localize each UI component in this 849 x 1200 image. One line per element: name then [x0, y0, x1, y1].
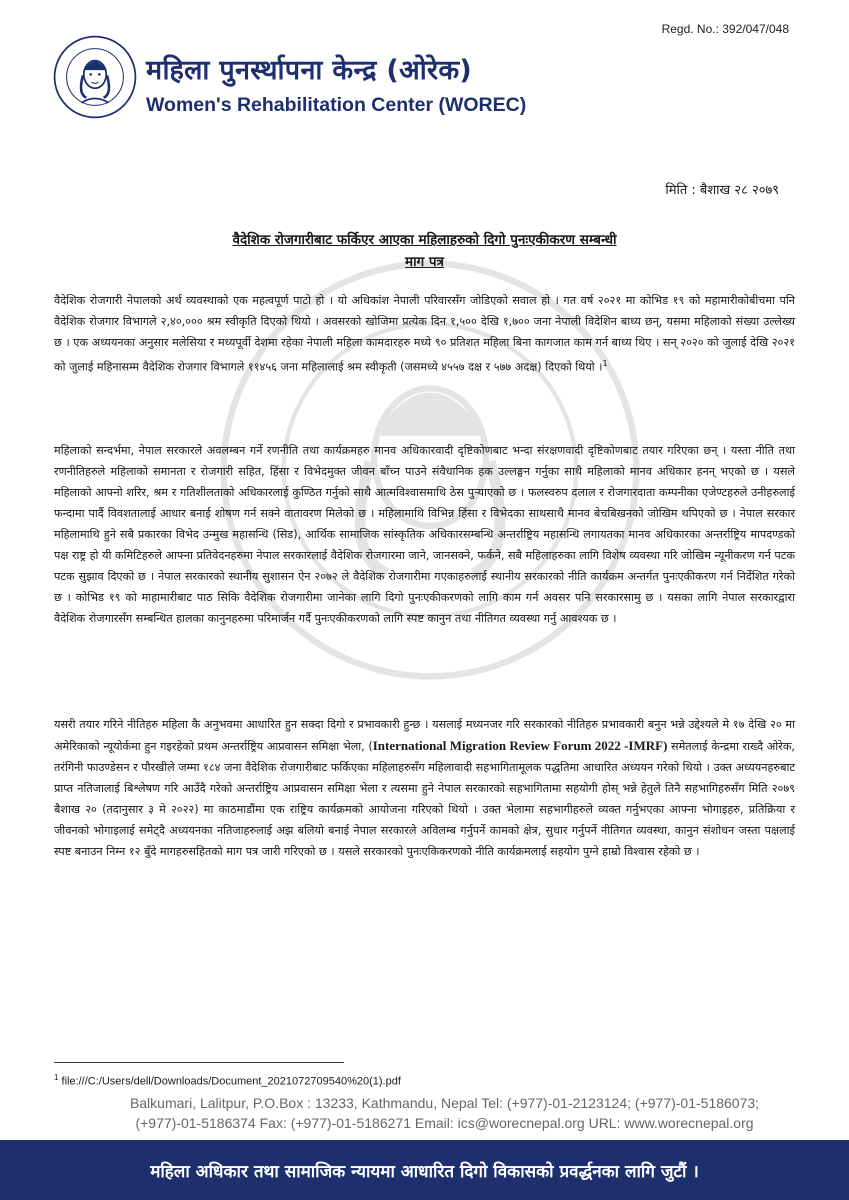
footnote-ref: 1	[602, 359, 608, 368]
org-name-nepali: महिला पुनर्स्थापना केन्द्र (ओरेक)	[146, 55, 473, 86]
footer-address-line-2: (+977)-01-5186374 Fax: (+977)-01-5186271 Email: ics@worecnepal.org URL: www.worecnepal.org	[135, 1115, 754, 1131]
regd-number: Regd. No.: 392/047/048	[661, 22, 789, 36]
paragraph-3-text-a: यसरी तयार गरिने नीतिहरु महिला कै अनुभवमा आधारित हुन सक्दा दिगो र प्रभावकारी हुन्छ । यसलाई मध्यनजर गरि सरकारको नीतिहरु प्रभावकारी बनुन भन्ने उद्देश्यले मे १७ देखि २० मा अमेरिकाको न्यूयोर्कमा हुन गइरहेको प्रथम अन्तर्राष्ट्रिय आप्रवासन समिक्षा भेला, (	[54, 718, 795, 753]
org-name-english: Women's Rehabilitation Center (WOREC)	[146, 94, 527, 116]
document-title: वैदेशिक रोजगारीबाट फर्किएर आएका महिलाहरुको दिगो पुनःएकीकरण सम्बन्धी	[232, 232, 617, 248]
paragraph-2: महिलाको सन्दर्भमा, नेपाल सरकारले अवलम्बन गर्ने रणनीति तथा कार्यक्रमहरु मानव अधिकारवादी दृष्टिकोणबाट भन्दा संरक्षणवादी दृष्टिकोणबाट तयार गरिएका छन् । यस्ता नीति तथा रणनीतिहरुले महिलाको समानता र रोजगारी सहित, हिंसा र विभेदमुक्त जीवन बाँच्न पाउने संवैधानिक हक उल्लङ्घन गर्नुका साथै महिलाको मानव अधिकार हनन् भएको छ । यसले महिलाको आफ्नो शरिर, श्रम र गतिशीलताको अधिकारलाई कुण्ठित गर्नुको साथै आत्मविश्वासमाथि ठेस पुर्‍याएको छ । फलस्वरुप दलाल र रोजगारदाता कम्पनीका एजेण्टहरुले उनीहरुलाई फन्दामा पार्दै विवशतालाई आधार बनाई शोषण गर्न सक्ने वातावरण मिलेको छ । महिलामाथि विभिन्न हिंसा र विभेदका साथसाथै मानव बेचबिखनको जोखिम थपिएको छ । नेपाल सरकार महिलामाथि हुने सबै प्रकारका विभेद उन्मुख महासन्धि (सिड), आर्थिक सामाजिक सांस्कृतिक अधिकारसम्बन्धि अन्तर्राष्ट्रिय महासन्धि लगायतका मानव अधिकारका अन्तर्राष्ट्रिय मापदण्डको पक्ष राष्ट्र हो यी कमिटिहरुले आफ्ना प्रतिवेदनहरुमा नेपाल सरकारलाई वैदेशिक रोजगारमा जाने, जानसक्ने, फर्कने, सबै महिलाहरुका लागि विशेष व्यवस्था गरि जोखिम न्यूनीकरण गर्न पटक पटक सुझाव दिएको छ । नेपाल सरकारको स्थानीय सुशासन ऐन २०७२ ले वैदेशिक रोजगारीमा गएकाहरुलाई स्थानीय सरकारको नीति कार्यक्रम अन्तर्गत पुनःएकीकरण गर्न निर्देशित गरेको छ । कोभिड १९ को माहामारीबाट पाठ सिकि वैदेशिक रोजगारीमा जानेका लागि दिगो पुनःएकीकरणको लागि काम गर्न अवसर पनि सरकारसामु छ । यसका लागि नेपाल सरकारद्वारा वैदेशिक रोजगारसँग सम्बन्धित हालका कानुनहरुमा परिमार्जन गर्दै पुनःएकीकरणको लागि स्पष्ट कानुन तथा नीतिगत व्यवस्था गर्नु आवश्यक छ ।	[54, 444, 795, 625]
document-subtitle: माग पत्र	[405, 254, 444, 270]
paragraph-1-text: वैदेशिक रोजगारी नेपालको अर्थ व्यवस्थाको एक महत्वपूर्ण पाटो हो । यो अधिकांश नेपाली परिवारसँग जोडिएको सवाल हो । गत वर्ष २०२१ मा कोभिड १९ को महामारीकोबीचमा पनि वैदेशिक रोजगार विभागले २,४०,००० श्रम स्वीकृति दिएको थियो । अवसरको खोजिमा प्रत्येक दिन १,५०० देखि १,७०० जना नेपाली विदेशिन बाध्य छन्, यसमा महिलाको संख्या उल्लेख्य छ । एक अध्ययनका अनुसार मलेसिया र मध्यपूर्वी देशमा रहेका नेपाली महिला कामदारहरु मध्ये ९० प्रतिशत महिला बिना कागजात काम गर्न बाध्य थिए । सन् २०२० को जुलाई देखि २०२१ को जुलाई महिनासम्म वैदेशिक रोजगार विभागले ११४५६ जना महिलालाई श्रम स्वीकृती (जसमध्ये ४५५७ दक्ष र ५७७ अदक्ष) दिएको थियो ।	[54, 294, 795, 374]
footer-address-line-1: Balkumari, Lalitpur, P.O.Box : 13233, Kathmandu, Nepal Tel: (+977)-01-2123124; (+977)-01-5186073;	[129, 1095, 760, 1111]
footnote	[54, 1073, 401, 1088]
imrf-name: International Migration Review Forum 2022 -IMRF)	[372, 738, 668, 753]
footer-bar	[0, 1140, 849, 1200]
footnote-number: 1	[54, 1073, 59, 1082]
footnote-link[interactable]: file:///C:/Users/dell/Downloads/Document_2021072709540%20(1).pdf	[58, 1075, 401, 1088]
paragraph-3	[54, 714, 795, 862]
worec-logo	[52, 34, 138, 120]
footnote-divider	[54, 1062, 344, 1063]
footer-slogan: महिला अधिकार तथा सामाजिक न्यायमा आधारित दिगो विकासको प्रवर्द्धनका लागि जुटौं ।	[150, 1162, 699, 1182]
letter-date: मिति : बैशाख २८ २०७९	[665, 183, 779, 198]
paragraph-3-text-b: समेतलाई केन्द्रमा राख्दै ओरेक, तरंगिनी फाउण्डेसन र पौरखीले जम्मा १८४ जना वैदेशिक रोजगारीबाट फर्किएका महिलाहरुसँग महिलावादी सहभागितामूलक पद्धतिमा आधारित अध्ययन गरेको थियो । उक्त अध्ययनहरुबाट प्राप्त नतिजालाई बिश्लेषण गरि आउँदै गरेको अन्तर्राष्ट्रिय आप्रवासन समिक्षा भेला र त्यसमा हुने नेपाल सरकारको सहभागितामा सहयोगी होस् भन्ने हेतुले तिनै सहभागिहरुसँग मिति २०७९ बैशाख २० (तदानुसार ३ मे २०२२) मा काठमाडौंमा एक राष्ट्रिय कार्यक्रमको आयोजना गरिएको थियो । उक्त भेलामा सहभागीहरुले व्यक्त गर्नुभएका आफ्ना भोगाइहरु, प्रतिक्रिया र जीवनको भोगाइलाई समेट्दै अध्ययनका नतिजाहरुलाई अझ बलियो बनाई नेपाल सरकारले अविलम्ब गर्नुपर्ने कामको क्षेत्र, सुधार गर्नुपर्ने नीतिगत व्यवस्था, कानुन संशोधन जस्ता पक्षलाई स्पष्ट बनाउन निम्न १२ बुँदे मागहरुसहितको माग पत्र जारी गरिएको छ । यसले सरकारको पुनःएकिकरणको नीति कार्यक्रमलाई सहयोग पुग्ने हाम्रो विश्वास रहेको छ ।	[54, 740, 795, 858]
paragraph-1	[54, 290, 795, 378]
